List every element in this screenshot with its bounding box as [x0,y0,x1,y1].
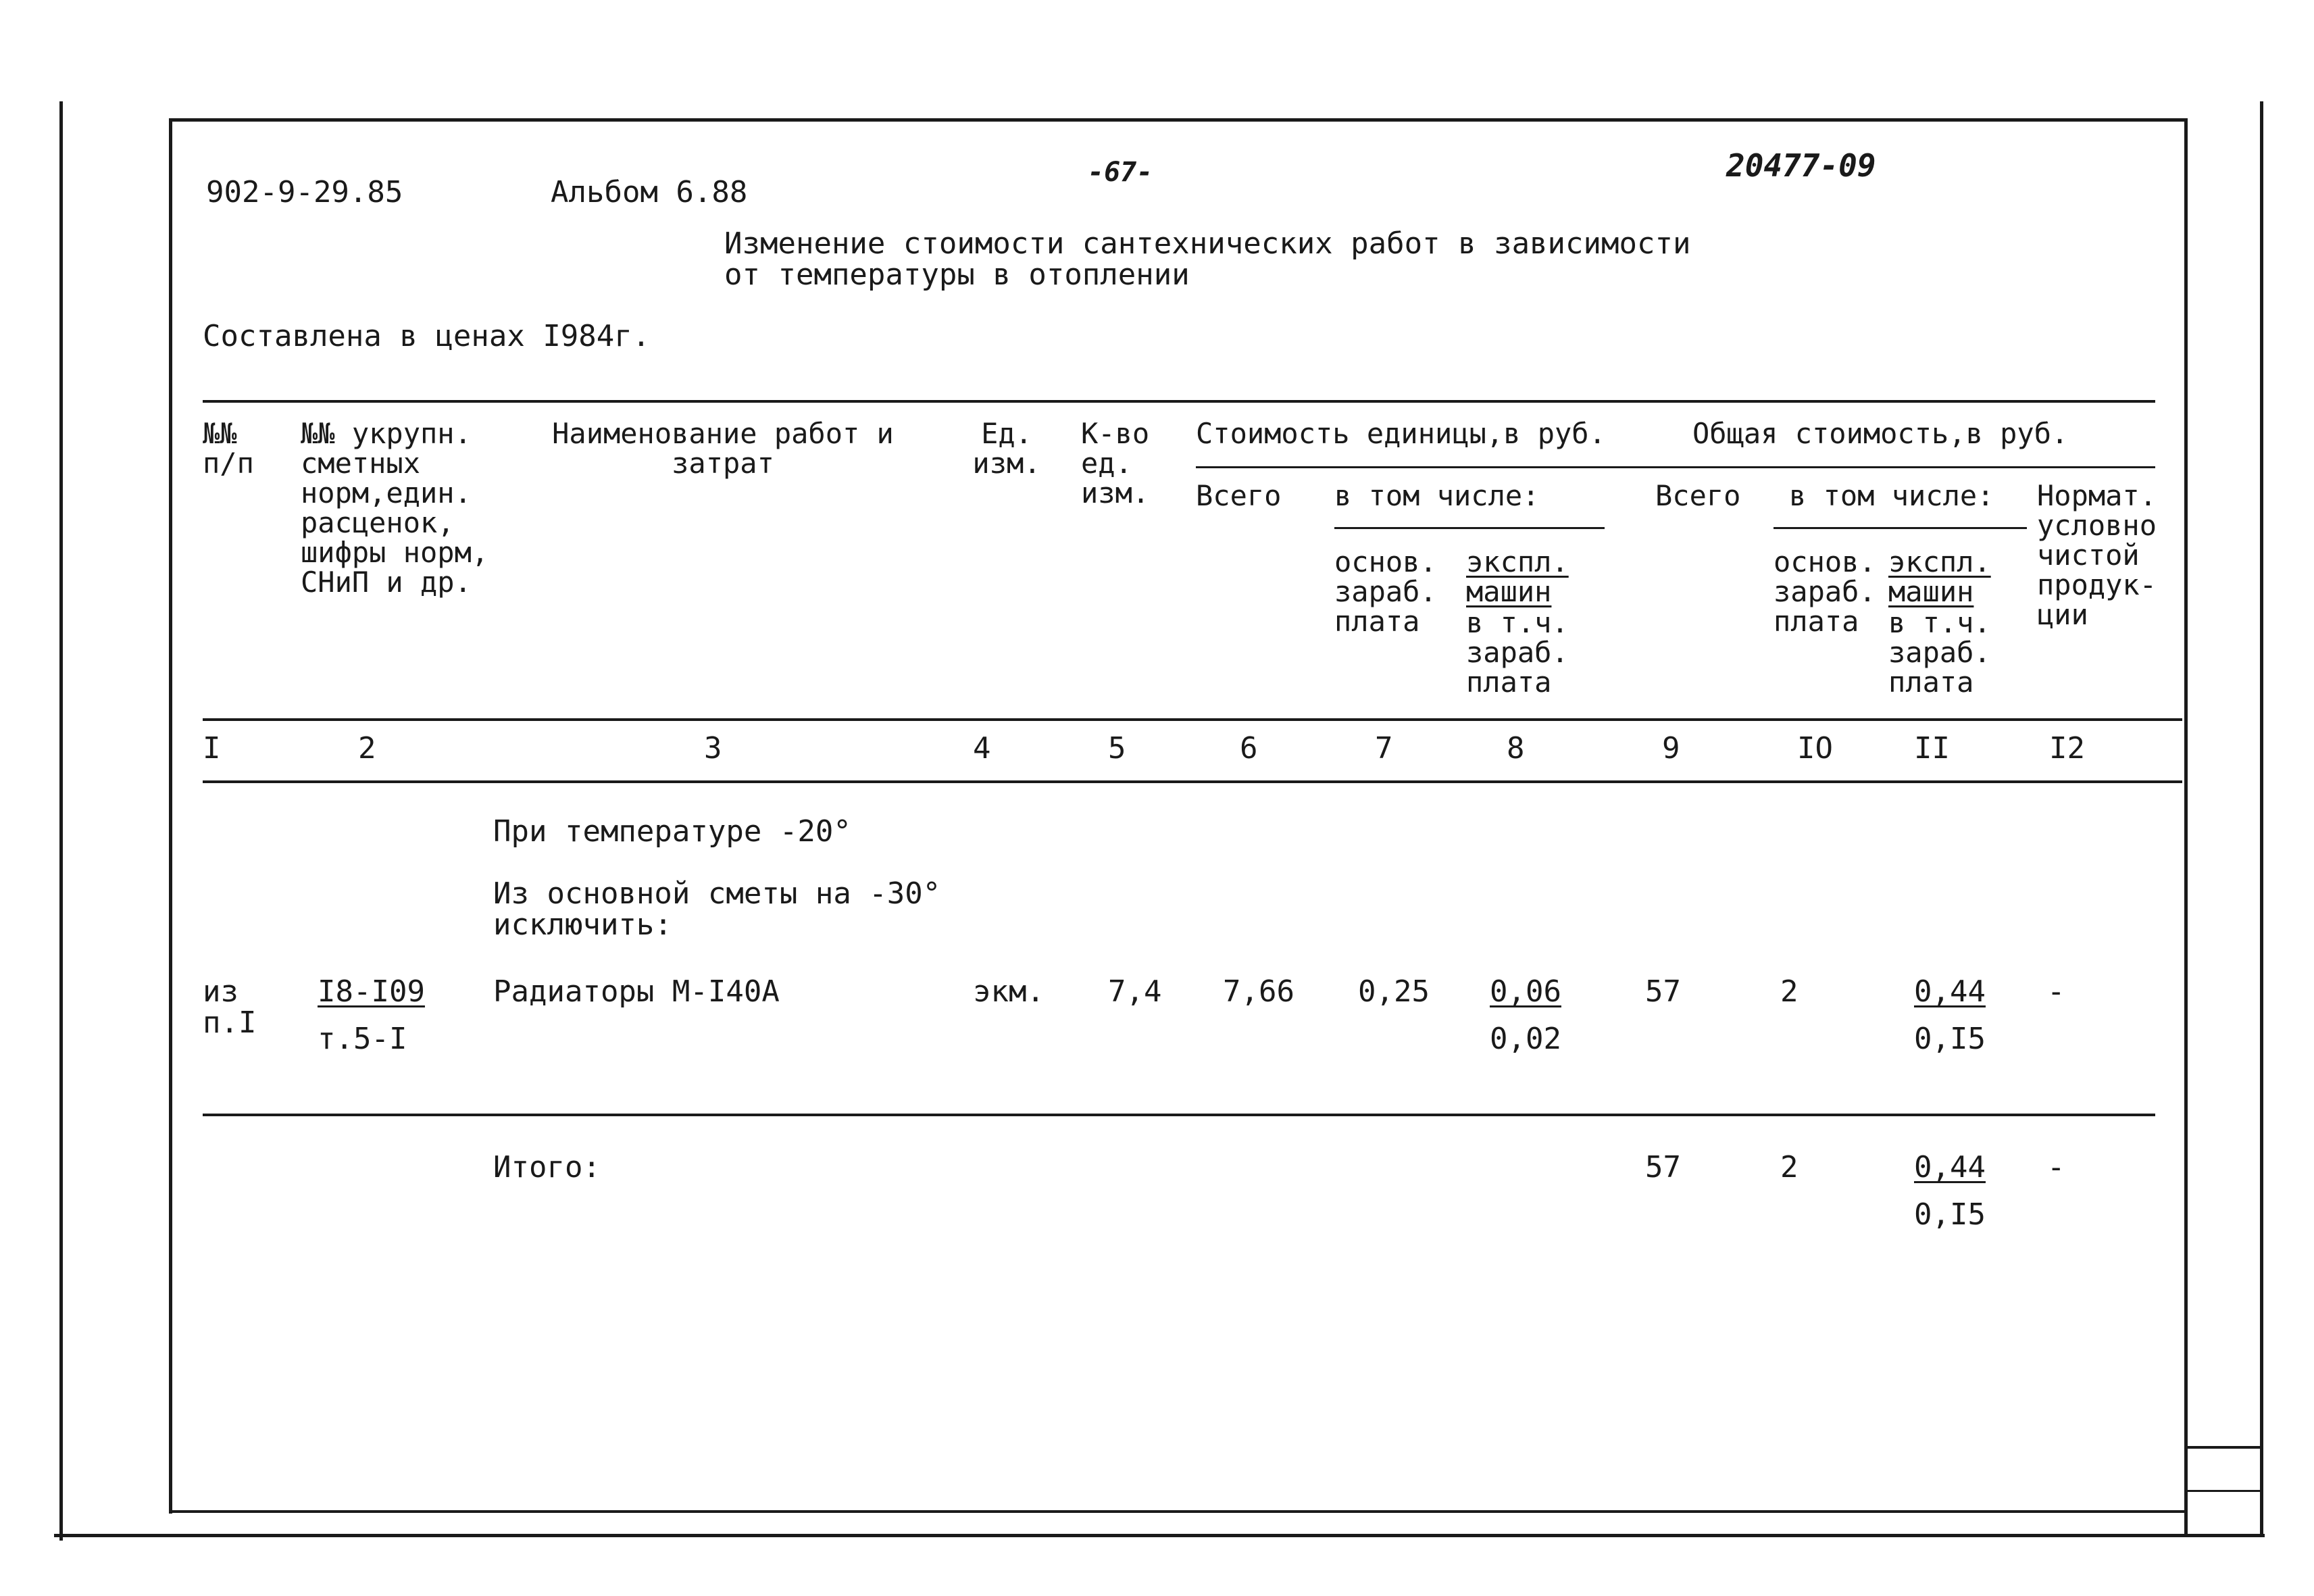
col-header-norm: Нормат. условно чистой продук- ции [2037,479,2157,631]
totals-total: 57 [1645,1150,1681,1184]
col-number: 7 [1375,731,1393,766]
col-header-unit-mach: экспл. машин [1466,545,1569,608]
col-header-unit: Ед. изм. [972,417,1041,480]
doc-title-line1: Изменение стоимости сантехнических работ в зависимости [724,226,1691,261]
frame-inner-top [169,118,2188,122]
stamp-number: 20477-09 [1726,147,1876,184]
page-mark: -67- [1088,157,1153,188]
totals-mach-wage: 0,I5 [1914,1197,1986,1232]
row-norm: - [2047,974,2065,1009]
totals-mach: 0,44 [1914,1150,1986,1184]
note-line1: Из основной сметы на -30° [493,876,941,911]
col-number: II [1914,731,1950,766]
col-header-num: №№ п/п [203,417,254,480]
frame-bottom-outer [54,1534,2265,1537]
title-block-line [2184,1446,2263,1449]
row-name: Радиаторы М-I40А [493,974,780,1009]
col-number: 5 [1108,731,1126,766]
frame-inner-right [2184,118,2188,1537]
row-total-wage: 2 [1780,974,1799,1009]
col-number: 3 [704,731,722,766]
total-label: Итого: [493,1150,601,1184]
doc-title-line2: от температуры в отоплении [724,257,1190,292]
row-code-bottom: т.5-I [318,1022,407,1056]
totals-wage: 2 [1780,1150,1799,1184]
unit-cost-group: Стоимость единицы,в руб. [1196,417,1606,450]
col-header-total-mach: экспл. машин [1888,545,1991,608]
prices-note: Составлена в ценах I984г. [203,319,651,353]
row-unit-total: 7,66 [1223,974,1294,1009]
row-unit-mach: 0,06 [1490,974,1561,1009]
col-number: 2 [358,731,376,766]
row-total-mach: 0,44 [1914,974,1986,1009]
total-cost-group: Общая стоимость,в руб. [1692,417,2069,450]
totals-rule [203,1114,2155,1116]
col-header-name: Наименование работ и затрат [552,417,894,480]
totals-norm: - [2047,1150,2065,1184]
col-number: 4 [973,731,991,766]
col-header-code: №№ укрупн. сметных норм,един. расценок, шифры норм, СНиП и др. [301,417,489,599]
col-numbers-bottom-rule [203,780,2182,783]
row-total-mach-wage: 0,I5 [1914,1022,1986,1056]
col-number: 9 [1662,731,1680,766]
col-header-unit-total: Всего [1196,479,1282,512]
doc-code: 902-9-29.85 [206,175,403,209]
row-qty: 7,4 [1108,974,1162,1009]
incl2-rule [1774,527,2027,529]
col-numbers-top-rule [203,718,2182,721]
row-num: из п.I [203,974,257,1040]
incl1-label: в том числе: [1334,479,1540,512]
incl1-rule [1334,527,1605,529]
frame-left-outer [59,101,63,1541]
row-unit-wage: 0,25 [1358,974,1430,1009]
row-unit: экм. [973,974,1045,1009]
col-number: I [203,731,221,766]
title-block-line-2 [2184,1490,2263,1492]
album-label: Альбом 6.88 [551,175,748,209]
row-code-top: I8-I09 [318,974,425,1009]
unit-cost-rule [1196,466,2155,468]
note-line2: исключить: [493,907,672,942]
col-header-qty: К-во ед. изм. [1081,417,1150,509]
section-title: При температуре -20° [493,814,851,849]
table-top-rule [203,400,2155,403]
frame-right-outer [2260,101,2263,1537]
col-header-unit-wage: основ. зараб. плата [1334,545,1437,638]
col-number: I2 [2049,731,2085,766]
col-number: 8 [1507,731,1525,766]
row-unit-mach-wage: 0,02 [1490,1022,1561,1056]
col-header-total-wage: основ. зараб. плата [1774,545,1876,638]
col-header-total: Всего [1655,479,1741,512]
col-header-total-mach-wage: в т.ч. зараб. плата [1888,606,1991,699]
col-number: IO [1797,731,1833,766]
incl2-label: в том числе: [1789,479,1994,512]
col-header-unit-mach-wage: в т.ч. зараб. плата [1466,606,1569,699]
frame-inner-left [169,118,172,1514]
row-total: 57 [1645,974,1681,1009]
col-number: 6 [1240,731,1258,766]
frame-inner-bottom [169,1510,2186,1513]
